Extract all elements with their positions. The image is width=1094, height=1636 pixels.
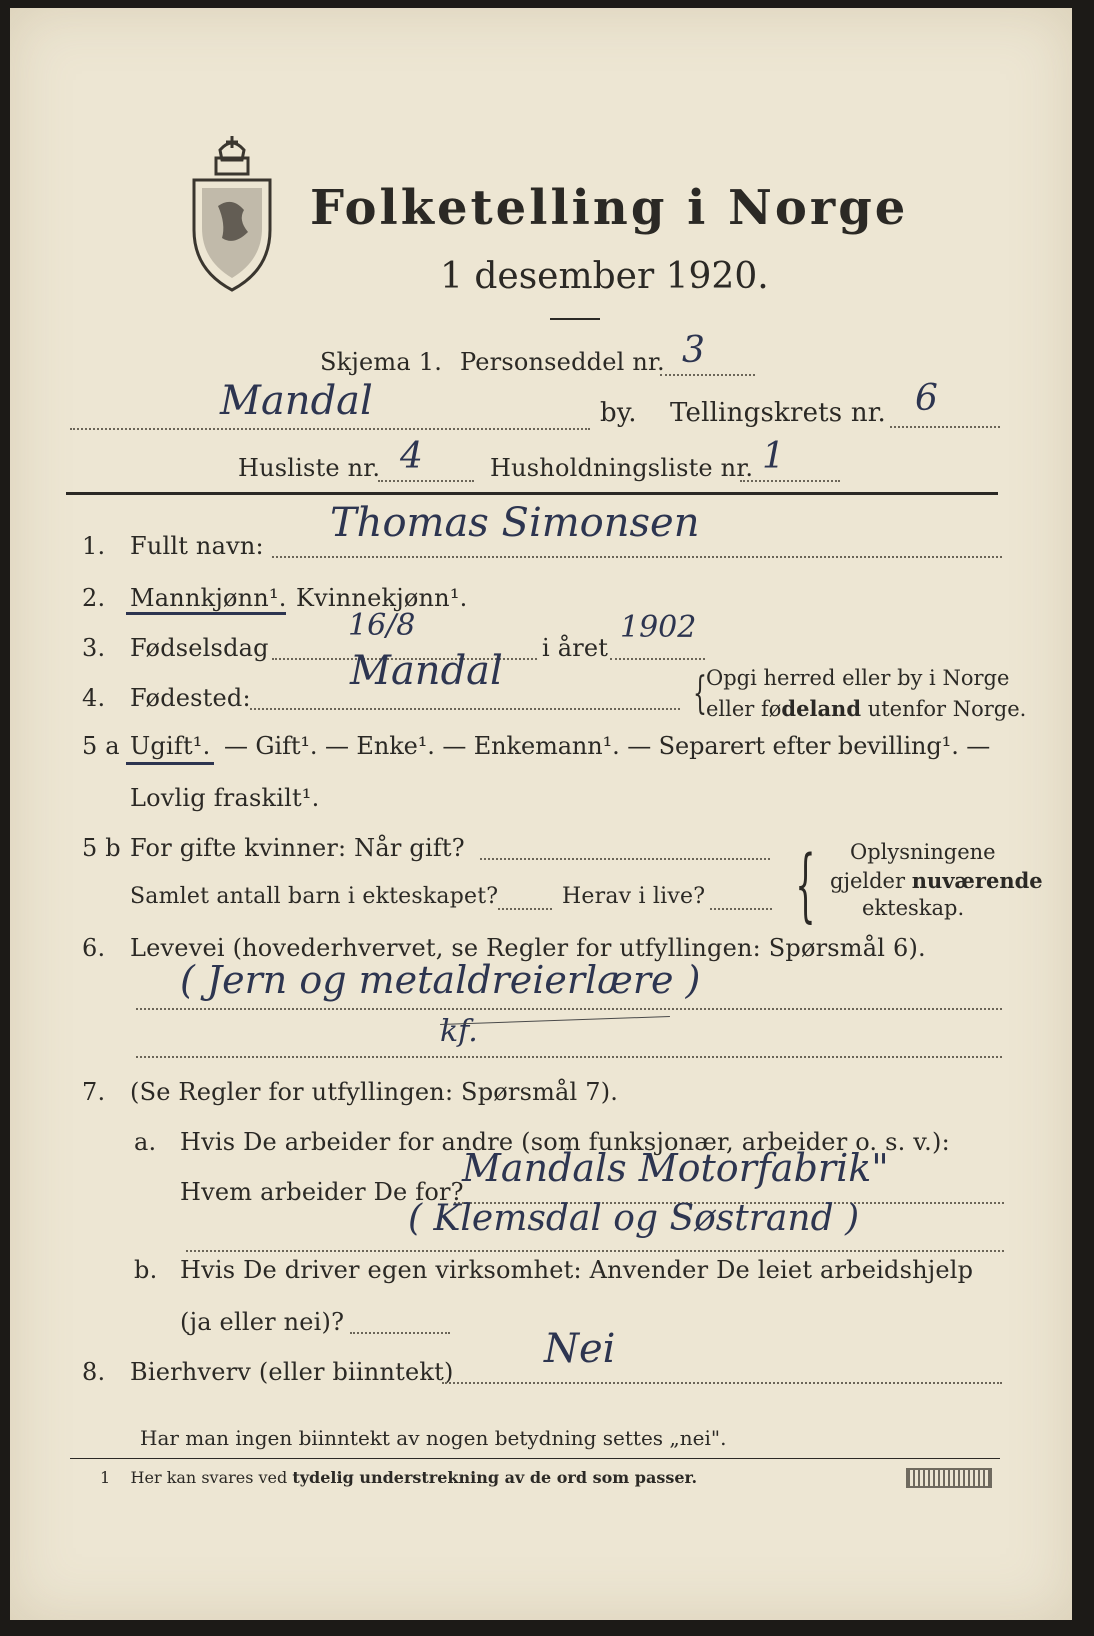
footnote-number: 1 <box>100 1468 111 1487</box>
q6-number: 6. <box>82 934 106 962</box>
personseddel-field[interactable] <box>660 374 755 376</box>
q5b-number: 5 b <box>82 834 121 862</box>
side-income-field[interactable] <box>442 1382 1002 1384</box>
gender-female-option[interactable]: Kvinnekjønn¹. <box>296 584 468 612</box>
birth-year-value: 1902 <box>620 610 697 645</box>
q4-label: Fødested: <box>130 684 251 712</box>
by-value: Mandal <box>220 378 373 424</box>
side-income-value: Nei <box>544 1326 616 1372</box>
page-title: Folketelling i Norge <box>310 180 909 236</box>
occupation-field-2[interactable] <box>136 1056 1002 1058</box>
q5b-note2-bold: nuværende <box>911 868 1043 893</box>
husholdning-label: Husholdningsliste nr. <box>490 454 754 482</box>
q7b-text: Hvis De driver egen virksomhet: Anvender De leiet arbeidshjelp <box>180 1256 974 1284</box>
q7b-question: (ja eller nei)? <box>180 1308 345 1336</box>
ugift-option[interactable]: Ugift¹. <box>130 732 211 760</box>
q4-note-line1: Opgi herred eller by i Norge <box>706 666 1010 690</box>
q3-number: 3. <box>82 634 106 662</box>
full-name-value: Thomas Simonsen <box>330 500 700 546</box>
q3-label: Fødselsdag <box>130 634 269 662</box>
birthday-value: 16/8 <box>348 608 416 643</box>
footnote <box>100 1468 697 1487</box>
census-form <box>10 8 1072 1620</box>
title-divider <box>550 318 600 320</box>
footnote-pre: Her kan svares ved <box>130 1468 293 1487</box>
q7a-text: Hvis De arbeider for andre (som funksjonær, arbeider o. s. v.): <box>180 1128 950 1156</box>
q7b-letter: b. <box>134 1256 158 1284</box>
footer-rule <box>70 1458 1000 1459</box>
personseddel-value: 3 <box>682 330 705 371</box>
marital-options[interactable]: — Gift¹. — Enke¹. — Enkemann¹. — Separert efter bevilling¹. — <box>224 732 991 760</box>
tellingskrets-label: Tellingskrets nr. <box>670 398 886 428</box>
birthplace-field[interactable] <box>250 708 680 710</box>
tellingskrets-field[interactable] <box>890 426 1000 428</box>
q5a-number: 5 a <box>82 732 120 760</box>
occupation-field-1[interactable] <box>136 1008 1002 1010</box>
q6-label: Levevei (hovederhvervet, se Regler for utfyllingen: Spørsmål 6). <box>130 934 926 962</box>
q4-note-line2 <box>706 696 1026 721</box>
q1-number: 1. <box>82 532 106 560</box>
employer-value: Mandals Motorfabrik" <box>462 1146 889 1190</box>
q4-number: 4. <box>82 684 106 712</box>
employer-address-value: ( Klemsdal og Søstrand ) <box>408 1198 860 1239</box>
q4-note-pre: eller fø <box>706 697 782 721</box>
q4-note-bold: deland <box>781 696 862 721</box>
husliste-label: Husliste nr. <box>238 454 381 482</box>
occupation-value: ( Jern og metaldreierlære ) <box>180 958 701 1002</box>
birthplace-value: Mandal <box>350 648 503 694</box>
personseddel-label: Personseddel nr. <box>460 348 665 376</box>
children-alive-field[interactable] <box>710 908 772 910</box>
husholdning-field[interactable] <box>740 480 840 482</box>
fraskilt-option[interactable]: Lovlig fraskilt¹. <box>130 784 320 812</box>
q7-label: (Se Regler for utfyllingen: Spørsmål 7). <box>130 1078 619 1106</box>
q5b-brace: { <box>795 838 816 931</box>
occupation-note-value: kf. <box>440 1014 478 1049</box>
q2-number: 2. <box>82 584 106 612</box>
birth-year-field[interactable] <box>610 658 705 660</box>
footer-note: Har man ingen biinntekt av nogen betydning settes „nei". <box>140 1426 727 1450</box>
q5b-note1: Oplysningene <box>850 840 996 864</box>
husholdning-value: 1 <box>762 436 785 477</box>
by-field[interactable] <box>70 428 590 430</box>
year-label: i året <box>542 634 609 662</box>
husliste-value: 4 <box>400 436 423 477</box>
q8-label: Bierhverv (eller biinntekt) <box>130 1358 454 1386</box>
norway-coat-of-arms-icon <box>190 136 274 292</box>
q7a-letter: a. <box>134 1128 157 1156</box>
q1-label: Fullt navn: <box>130 532 264 560</box>
q5b-note2-pre: gjelder <box>830 869 912 893</box>
q5b-note3: ekteskap. <box>862 896 965 920</box>
husliste-field[interactable] <box>378 480 474 482</box>
hired-help-field[interactable] <box>350 1332 450 1334</box>
skjema-label: Skjema 1. <box>320 348 443 376</box>
male-underline <box>126 612 286 615</box>
q7-number: 7. <box>82 1078 106 1106</box>
q5b-label1: For gifte kvinner: Når gift? <box>130 834 465 862</box>
q4-brace: { <box>693 668 707 719</box>
q5b-label3: Herav i live? <box>562 884 706 909</box>
gender-male-option[interactable]: Mannkjønn¹. <box>130 584 287 612</box>
tellingskrets-value: 6 <box>915 378 938 419</box>
children-count-field[interactable] <box>498 908 552 910</box>
full-name-field[interactable] <box>272 556 1002 558</box>
printer-stamp-icon <box>906 1468 992 1488</box>
q4-note-post: utenfor Norge. <box>861 697 1027 721</box>
employer-field-2[interactable] <box>186 1250 1004 1252</box>
q5b-note2 <box>830 868 1043 893</box>
census-date: 1 desember 1920. <box>440 256 769 297</box>
ugift-underline <box>126 762 214 765</box>
q8-number: 8. <box>82 1358 106 1386</box>
header-rule <box>66 492 998 495</box>
q7a-question: Hvem arbeider De for? <box>180 1178 464 1206</box>
by-label: by. <box>600 398 637 428</box>
q5b-label2: Samlet antall barn i ekteskapet? <box>130 884 499 909</box>
married-when-field[interactable] <box>480 858 770 860</box>
footnote-bold: tydelig understrekning av de ord som passer. <box>292 1468 698 1487</box>
